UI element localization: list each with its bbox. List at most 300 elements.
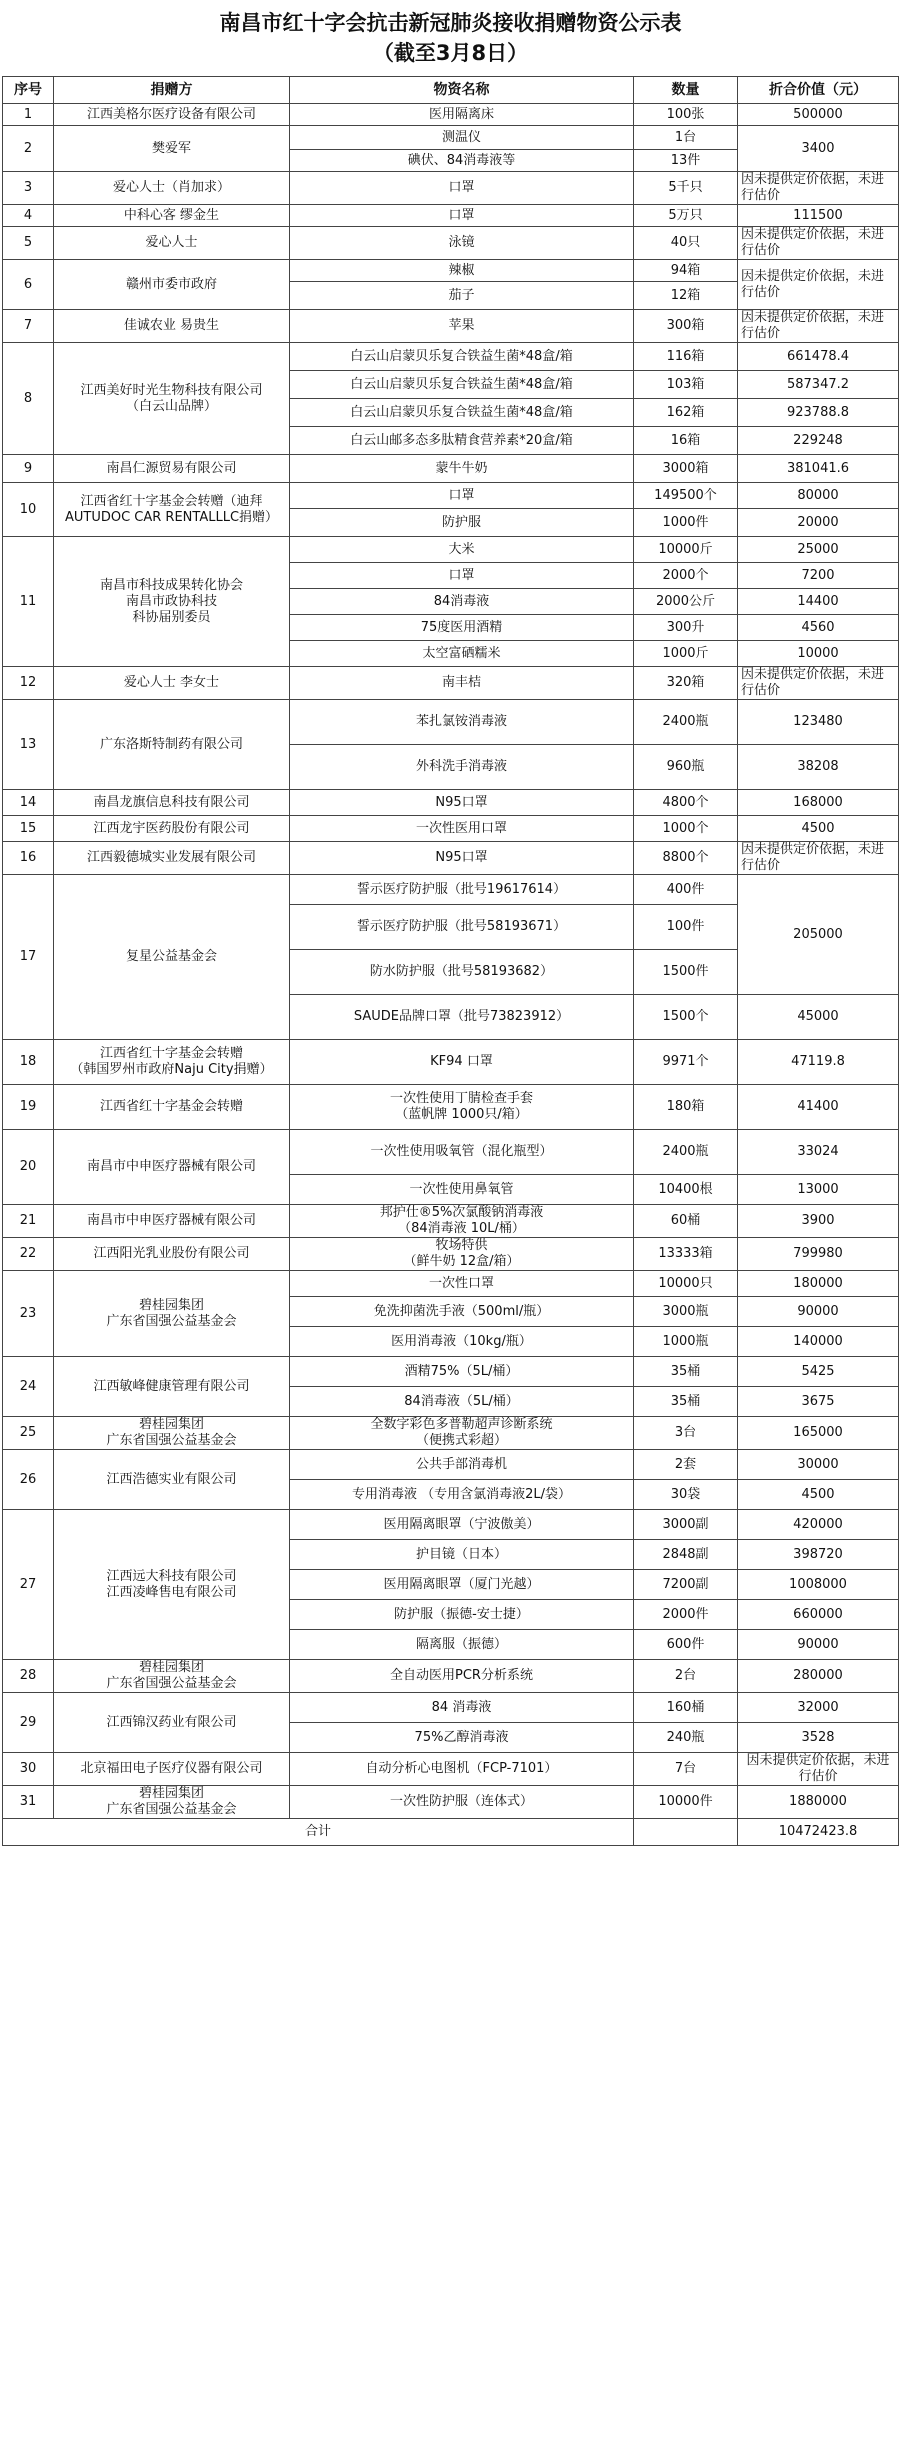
value-cell (738, 1357, 899, 1387)
donor-cell (54, 842, 290, 875)
value-line: 923788.8 (786, 404, 850, 420)
item-name-cell (290, 537, 634, 563)
item-name-line: 白云山启蒙贝乐复合铁益生菌*48盒/箱 (350, 348, 573, 364)
donor-line: 江西凌峰售电有限公司 (106, 1584, 237, 1600)
row-number: 14 (3, 790, 54, 816)
title-main: 南昌市红十字会抗击新冠肺炎接收捐赠物资公示表 (219, 11, 682, 35)
item-name-line: KF94 口罩 (430, 1054, 493, 1069)
item-name-line: 自动分析心电图机（FCP-7101） (365, 1761, 558, 1776)
item-name-cell (290, 150, 634, 172)
donor-cell (54, 343, 290, 455)
value-cell (738, 641, 899, 667)
table-row (3, 1417, 899, 1450)
donor-line: 碧桂园集团 (138, 1660, 204, 1675)
value-cell (738, 260, 899, 310)
item-name-cell (290, 260, 634, 282)
table-row (3, 483, 899, 509)
item-name-line: 免洗抑菌洗手液（500ml/瓶） (373, 1303, 550, 1319)
row-number: 10 (3, 483, 54, 537)
donor-line: 广东省国强公益基金会 (106, 1676, 237, 1691)
donor-line: 赣州市委市政府 (125, 276, 217, 292)
quantity-cell: 149500个 (634, 483, 738, 509)
value-line: 因未提供定价依据，未进行估价 (746, 1753, 890, 1784)
table-row (3, 227, 899, 260)
value-cell (738, 1600, 899, 1630)
row-number: 7 (3, 310, 54, 343)
item-name-cell (290, 1085, 634, 1130)
donor-cell (54, 227, 290, 260)
row-number: 26 (3, 1450, 54, 1510)
quantity-cell: 1000斤 (634, 641, 738, 667)
quantity-cell: 16箱 (634, 427, 738, 455)
value-line: 381041.6 (786, 460, 850, 476)
item-name-line: 全自动医用PCR分析系统 (390, 1668, 533, 1683)
quantity-cell: 13333箱 (634, 1238, 738, 1271)
row-number: 17 (3, 875, 54, 1040)
header-qty: 数量 (634, 77, 738, 104)
item-name-cell (290, 126, 634, 150)
item-name-line: 茄子 (448, 287, 475, 303)
value-line: 799980 (793, 1246, 843, 1261)
value-cell (738, 1175, 899, 1205)
value-cell (738, 1417, 899, 1450)
item-name-line: 公共手部消毒机 (415, 1456, 507, 1472)
donor-line: 江西毅德城实业发展有限公司 (86, 850, 256, 865)
value-cell (738, 1040, 899, 1085)
donor-cell (54, 1205, 290, 1238)
item-name-line: 一次性使用鼻氧管 (409, 1181, 514, 1197)
item-name-line: 口罩 (448, 180, 475, 195)
value-line: 因未提供定价依据，未进行估价 (741, 227, 885, 258)
item-name-cell (290, 1205, 634, 1238)
quantity-cell: 2400瓶 (634, 700, 738, 745)
donor-line: 广东省国强公益基金会 (106, 1433, 237, 1448)
value-line: 3400 (801, 140, 835, 156)
item-name-line: 隔离服（振德） (415, 1636, 507, 1652)
donor-line: 碧桂园集团 (138, 1297, 204, 1313)
quantity-cell: 4800个 (634, 790, 738, 816)
quantity-cell: 1000件 (634, 509, 738, 537)
row-number: 3 (3, 172, 54, 205)
value-cell (738, 1297, 899, 1327)
item-name-line: 一次性防护服（连体式） (389, 1794, 533, 1809)
item-name-line: 苯扎氯铵消毒液 (415, 714, 507, 729)
item-name-cell (290, 1271, 634, 1297)
table-row (3, 205, 899, 227)
item-name-cell (290, 427, 634, 455)
quantity-cell: 1000瓶 (634, 1327, 738, 1357)
donor-cell (54, 205, 290, 227)
item-name-line: 碘伏、84消毒液等 (407, 152, 516, 168)
item-name-line: N95口罩 (435, 850, 488, 865)
value-line: 32000 (797, 1699, 839, 1715)
item-name-line: 防水防护服（批号58193682） (369, 964, 554, 979)
table-row (3, 1357, 899, 1387)
quantity-cell: 3000瓶 (634, 1297, 738, 1327)
row-number: 31 (3, 1786, 54, 1819)
value-cell (738, 667, 899, 700)
item-name-cell (290, 905, 634, 950)
value-cell (738, 1238, 899, 1271)
item-name-line: 誓示医疗防护服（批号58193671） (356, 919, 567, 934)
item-name-cell (290, 455, 634, 483)
donor-line: 爱心人士（肖加求） (112, 180, 230, 195)
item-name-line: 苹果 (448, 318, 475, 333)
quantity-cell: 10000只 (634, 1271, 738, 1297)
value-line: 7200 (801, 567, 835, 583)
value-cell (738, 1723, 899, 1753)
table-row (3, 310, 899, 343)
item-name-cell (290, 1417, 634, 1450)
donor-cell (54, 816, 290, 842)
value-line: 因未提供定价依据，未进行估价 (741, 268, 885, 300)
value-cell (738, 589, 899, 615)
title-date-note: （截至3月8日） (372, 41, 529, 65)
item-name-cell (290, 1660, 634, 1693)
item-name-cell (290, 790, 634, 816)
row-number: 13 (3, 700, 54, 790)
value-cell (738, 1450, 899, 1480)
value-cell (738, 1630, 899, 1660)
item-name-cell (290, 667, 634, 700)
item-name-cell (290, 950, 634, 995)
value-cell (738, 615, 899, 641)
item-name-cell (290, 1130, 634, 1175)
value-line: 80000 (797, 487, 839, 503)
item-name-line: 75%乙醇消毒液 (414, 1729, 509, 1745)
quantity-cell: 2套 (634, 1450, 738, 1480)
item-name-cell (290, 104, 634, 126)
value-line: 90000 (797, 1303, 839, 1319)
donor-line: 江西敏峰健康管理有限公司 (93, 1378, 250, 1394)
row-number: 1 (3, 104, 54, 126)
value-line: 500000 (793, 106, 843, 122)
value-cell (738, 483, 899, 509)
table-row (3, 104, 899, 126)
item-name-line: 口罩 (448, 567, 475, 583)
donor-cell (54, 1130, 290, 1205)
quantity-cell: 116箱 (634, 343, 738, 371)
item-name-line: 外科洗手消毒液 (415, 759, 507, 774)
item-name-cell (290, 205, 634, 227)
value-line: 45000 (797, 1009, 839, 1024)
donor-line: 江西美好时光生物科技有限公司 (80, 382, 263, 398)
value-cell (738, 399, 899, 427)
item-name-cell (290, 282, 634, 310)
quantity-cell: 240瓶 (634, 1723, 738, 1753)
item-name-cell (290, 842, 634, 875)
quantity-cell: 60桶 (634, 1205, 738, 1238)
quantity-cell: 2848副 (634, 1540, 738, 1570)
value-cell (738, 227, 899, 260)
item-name-line: 测温仪 (441, 129, 481, 145)
value-line: 3675 (801, 1393, 835, 1409)
header-row (3, 77, 899, 104)
table-row (3, 667, 899, 700)
value-line: 280000 (793, 1668, 843, 1683)
item-name-cell (290, 310, 634, 343)
row-number: 29 (3, 1693, 54, 1753)
donor-cell (54, 455, 290, 483)
value-line: 因未提供定价依据，未进行估价 (741, 172, 885, 203)
value-line: 10000 (797, 645, 839, 661)
item-name-line: 太空富硒糯米 (422, 645, 501, 661)
donor-line: 江西省红十字基金会转赠 (99, 1099, 243, 1114)
item-name-cell (290, 589, 634, 615)
value-cell (738, 343, 899, 371)
row-number: 6 (3, 260, 54, 310)
value-cell (738, 205, 899, 227)
item-name-cell (290, 641, 634, 667)
donor-line: 爱心人士 李女士 (123, 675, 220, 690)
value-line: 4560 (801, 619, 835, 635)
quantity-cell: 100张 (634, 104, 738, 126)
header-no: 序号 (3, 77, 54, 104)
row-number: 4 (3, 205, 54, 227)
item-name-line: 白云山启蒙贝乐复合铁益生菌*48盒/箱 (350, 376, 573, 392)
value-cell (738, 1660, 899, 1693)
value-line: 587347.2 (786, 376, 850, 392)
donor-line: 南昌市政协科技 (125, 593, 217, 609)
donor-line: 广东省国强公益基金会 (106, 1802, 237, 1817)
item-name-line: 75度医用酒精 (420, 619, 503, 635)
value-line: 因未提供定价依据，未进行估价 (741, 667, 885, 698)
value-cell (738, 1480, 899, 1510)
row-number: 5 (3, 227, 54, 260)
donor-line: 南昌市中申医疗器械有限公司 (86, 1213, 256, 1228)
row-number: 30 (3, 1753, 54, 1786)
quantity-cell: 12箱 (634, 282, 738, 310)
item-name-line: 牧场特供 (435, 1238, 488, 1253)
donor-line: 江西龙宇医药股份有限公司 (93, 820, 250, 836)
table-row (3, 1450, 899, 1480)
quantity-cell: 1台 (634, 126, 738, 150)
item-name-cell (290, 399, 634, 427)
donor-line: 江西省红十字基金会转赠（迪拜 (80, 493, 263, 509)
row-number: 23 (3, 1271, 54, 1357)
quantity-cell: 2000件 (634, 1600, 738, 1630)
item-name-cell (290, 1450, 634, 1480)
value-line: 3528 (801, 1729, 835, 1745)
value-cell (738, 1271, 899, 1297)
table-row (3, 816, 899, 842)
donor-cell (54, 310, 290, 343)
quantity-cell: 2000公斤 (634, 589, 738, 615)
row-number: 9 (3, 455, 54, 483)
value-line: 因未提供定价依据，未进行估价 (741, 310, 885, 341)
donor-line: 南昌龙旗信息科技有限公司 (93, 794, 250, 810)
quantity-cell: 5千只 (634, 172, 738, 205)
item-name-cell (290, 1570, 634, 1600)
donor-cell (54, 1417, 290, 1450)
donor-cell (54, 1450, 290, 1510)
item-name-line: 酒精75%（5L/桶） (404, 1363, 519, 1379)
item-name-line: 一次性医用口罩 (415, 820, 507, 836)
quantity-cell: 13件 (634, 150, 738, 172)
item-name-cell (290, 1600, 634, 1630)
quantity-cell: 5万只 (634, 205, 738, 227)
donation-table (2, 76, 899, 1846)
table-row (3, 842, 899, 875)
donor-cell (54, 875, 290, 1040)
value-cell (738, 816, 899, 842)
item-name-cell (290, 745, 634, 790)
donor-cell (54, 667, 290, 700)
donor-line: 江西浩德实业有限公司 (106, 1471, 237, 1487)
item-name-line: 口罩 (448, 487, 475, 503)
item-name-line: （便携式彩超） (415, 1433, 507, 1448)
donor-line: 江西阳光乳业股份有限公司 (93, 1246, 250, 1261)
value-cell (738, 104, 899, 126)
item-name-line: 南丰桔 (441, 675, 481, 690)
table-row (3, 875, 899, 905)
item-name-cell (290, 1510, 634, 1540)
quantity-cell: 35桶 (634, 1357, 738, 1387)
value-line: 1880000 (789, 1794, 847, 1809)
quantity-cell: 600件 (634, 1630, 738, 1660)
row-number: 27 (3, 1510, 54, 1660)
value-cell (738, 509, 899, 537)
value-line: 47119.8 (791, 1054, 845, 1069)
item-name-cell (290, 1387, 634, 1417)
row-number: 24 (3, 1357, 54, 1417)
table-row (3, 1510, 899, 1540)
value-cell (738, 1387, 899, 1417)
quantity-cell: 30袋 (634, 1480, 738, 1510)
donor-line: （白云山品牌） (125, 398, 217, 414)
item-name-line: 防护服（振德-安士捷） (394, 1606, 529, 1622)
value-cell (738, 875, 899, 995)
donor-cell (54, 126, 290, 172)
item-name-line: 专用消毒液 （专用含氯消毒液2L/袋） (351, 1486, 572, 1502)
donor-line: 中科心客 缪金生 (123, 207, 220, 223)
quantity-cell: 2000个 (634, 563, 738, 589)
value-line: 30000 (797, 1456, 839, 1472)
item-name-line: SAUDE品牌口罩（批号73823912） (353, 1009, 570, 1024)
donor-line: 南昌市科技成果转化协会 (99, 577, 243, 593)
donor-cell (54, 1693, 290, 1753)
row-number: 25 (3, 1417, 54, 1450)
item-name-line: 一次性使用丁腈检查手套 (389, 1091, 533, 1106)
donor-line: 江西远大科技有限公司 (106, 1568, 237, 1584)
quantity-cell: 8800个 (634, 842, 738, 875)
document-title (0, 8, 901, 68)
row-number: 18 (3, 1040, 54, 1085)
table-row (3, 172, 899, 205)
value-line: 13000 (797, 1181, 839, 1197)
quantity-cell: 180箱 (634, 1085, 738, 1130)
item-name-cell (290, 1040, 634, 1085)
header-item: 物资名称 (290, 77, 634, 104)
table-row (3, 700, 899, 745)
item-name-line: 医用隔离床 (428, 106, 494, 122)
quantity-cell: 3000箱 (634, 455, 738, 483)
donor-line: 广东洛斯特制药有限公司 (99, 736, 243, 752)
value-cell (738, 1327, 899, 1357)
quantity-cell: 2400瓶 (634, 1130, 738, 1175)
table-row (3, 1130, 899, 1175)
item-name-line: 泳镜 (448, 235, 475, 250)
row-number: 22 (3, 1238, 54, 1271)
value-line: 5425 (801, 1363, 835, 1379)
donor-cell (54, 1085, 290, 1130)
donor-line: 爱心人士 (145, 235, 198, 250)
value-cell (738, 1540, 899, 1570)
item-name-line: （蓝帆牌 1000只/箱） (395, 1107, 528, 1122)
total-row (3, 1819, 899, 1846)
row-number: 19 (3, 1085, 54, 1130)
row-number: 12 (3, 667, 54, 700)
donor-cell (54, 483, 290, 537)
donor-cell (54, 1238, 290, 1271)
donor-line: 南昌市中申医疗器械有限公司 (86, 1159, 256, 1174)
value-line: 20000 (797, 514, 839, 530)
donor-cell (54, 537, 290, 667)
donor-line: 佳诚农业 易贵生 (123, 318, 220, 333)
value-cell (738, 1570, 899, 1600)
value-line: 41400 (797, 1099, 839, 1114)
quantity-cell: 1500件 (634, 950, 738, 995)
item-name-line: （鲜牛奶 12盒/箱） (403, 1254, 520, 1269)
quantity-cell: 300箱 (634, 310, 738, 343)
value-cell (738, 126, 899, 172)
value-cell (738, 1085, 899, 1130)
table-row (3, 260, 899, 282)
table-row (3, 1753, 899, 1786)
item-name-line: 邦护仕®5%次氯酸钠消毒液 (379, 1205, 544, 1220)
value-line: 38208 (797, 759, 839, 774)
header-value: 折合价值（元） (738, 77, 899, 104)
donor-line: 科协届别委员 (132, 609, 211, 625)
item-name-cell (290, 1297, 634, 1327)
item-name-cell (290, 1630, 634, 1660)
table-row (3, 455, 899, 483)
value-cell (738, 427, 899, 455)
item-name-cell (290, 371, 634, 399)
value-cell (738, 700, 899, 745)
quantity-cell: 10000件 (634, 1786, 738, 1819)
quantity-cell: 9971个 (634, 1040, 738, 1085)
quantity-cell: 300升 (634, 615, 738, 641)
donor-cell (54, 1660, 290, 1693)
quantity-cell: 960瓶 (634, 745, 738, 790)
value-cell (738, 371, 899, 399)
item-name-cell (290, 509, 634, 537)
donor-line: （韩国罗州市政府Naju City捐赠） (70, 1062, 273, 1077)
item-name-line: 一次性口罩 (428, 1275, 494, 1291)
total-value: 10472423.8 (738, 1819, 899, 1846)
donor-cell (54, 1753, 290, 1786)
value-cell (738, 1786, 899, 1819)
item-name-cell (290, 875, 634, 905)
item-name-cell (290, 1357, 634, 1387)
value-cell (738, 563, 899, 589)
quantity-cell: 103箱 (634, 371, 738, 399)
table-row (3, 537, 899, 563)
table-row (3, 1693, 899, 1723)
quantity-cell: 162箱 (634, 399, 738, 427)
row-number: 28 (3, 1660, 54, 1693)
value-line: 90000 (797, 1636, 839, 1652)
item-name-cell (290, 995, 634, 1040)
quantity-cell: 10400根 (634, 1175, 738, 1205)
table-row (3, 1205, 899, 1238)
donor-line: 江西美格尔医疗设备有限公司 (86, 106, 256, 122)
item-name-cell (290, 1753, 634, 1786)
donor-line: 复星公益基金会 (125, 949, 217, 964)
item-name-cell (290, 1786, 634, 1819)
value-line: 1008000 (789, 1576, 847, 1592)
